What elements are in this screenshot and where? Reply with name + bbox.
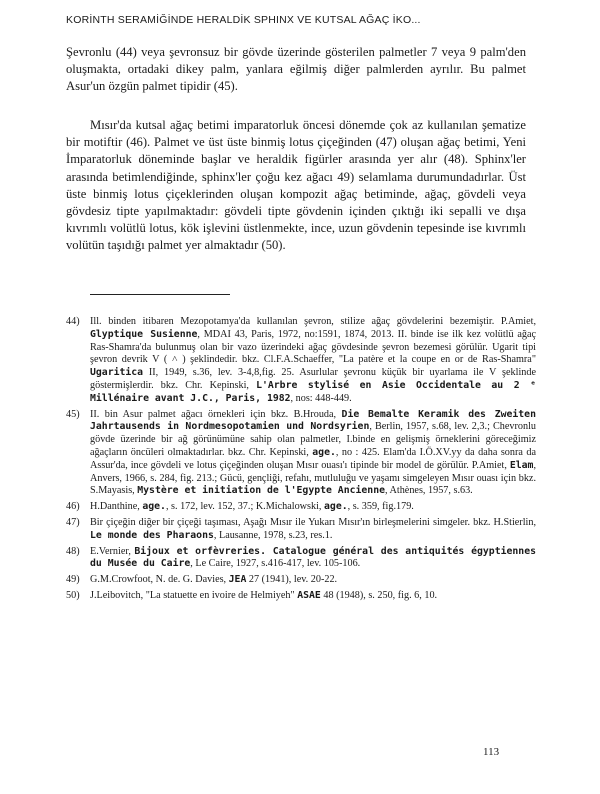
footnote-number: 44) [66,316,80,327]
footnote-number: 46) [66,501,80,513]
footnote [66,546,536,572]
footnote-segment: G.M.Crowfoot, N. de. G. Davies, [90,574,229,586]
footnote [66,501,536,514]
footnote-title: Mystère et initiation de l'Egypte Ancienne [137,485,385,497]
footnote-title: age. [324,501,348,513]
footnote-segment: II. bin Asur palmet ağacı örnekleri için bkz. B.Hrouda, [90,408,342,420]
footnote-segment: Bir çiçeğin diğer bir çiçeği taşıması, Aşağı Mısır ile Yukarı Mısır'ın birleşmelerini simgeler. bkz. H.Stierlin, [90,516,536,528]
footnote-text [90,546,536,572]
footnote-segment: II, 1949, s.36, lev. 3-4,8,fig. 25. Asurlular şevronu küçük bir uyarlama ile V şeklinde göstermişlerdir. bkz. Chr. Kepinski, [90,367,536,391]
footnote-title: Bijoux et orfèvreries. Catalogue général des antiquités égyptiennes du Musée du Caire [90,545,536,570]
footnote [66,409,536,499]
footnote [66,574,536,587]
footnote-segment: H.Danthine, [90,501,143,513]
footnote-text [90,409,536,499]
footnote-segment: , Le Caire, 1927, s.416-417, lev. 105-106. [190,558,361,570]
footnote-title: Glyptique Susienne [90,328,198,340]
footnote [66,316,536,406]
footnotes [66,316,536,606]
footnote-segment: 48 (1948), s. 250, fig. 6, 10. [320,589,438,601]
page-number: 113 [483,746,500,758]
footnote-number: 49) [66,574,80,586]
footnote-title: L'Arbre stylisé en Asie Occidentale au 2 ᵉ Millénaire avant J.C., Paris, 1982 [90,379,536,404]
footnote-text [90,316,536,406]
footnote-segment: , no : 425. Elam'da I.Ö.XV.yy da daha sonra da Assur'da, ince gövdeli ve lotus çiçeğinden oluşan Mısır ouası'ı tipinde bir model de görülür. P.Amiet, [90,446,536,471]
footnote-segment: , Athènes, 1957, s.63. [385,485,473,497]
footnote-number: 50) [66,589,80,601]
footnote-segment: , Anvers, 1966, s. 284, fig. 213.; Gücü, gençliği, refahı, mutluluğu ve yaşamı simgeleyen Mısır ouası için bkz. S.Mayasis, [90,459,536,497]
footnote-segment: , Lausanne, 1978, s.23, res.1. [213,529,333,541]
footnote-text [90,517,536,543]
footnote-title: Ugaritica [90,367,144,379]
running-header: KORİNTH SERAMİĞİNDE HERALDİK SPHINX VE KUTSAL AĞAÇ İKO... [66,14,421,26]
footnote-segment: , s. 359, fig.179. [347,501,414,513]
footnote-number: 47) [66,516,80,528]
footnote-title: age. [312,446,336,458]
footnote [66,517,536,543]
body-paragraph-1: Şevronlu (44) veya şevronsuz bir gövde üzerinde gösterilen palmetler 7 veya 9 palm'den oluşmakta, ortadaki dikey palm, yanlara eğilmiş diğer palmlerden ayrılır. Bu palmet Asur'un özgün palmet tipidir (45). [66,45,526,94]
footnote-title: Le monde des Pharaons [90,529,214,541]
footnote-text [90,590,536,603]
footnote-segment: , Berlin, 1957, s.68, lev. 2,3.; Chevronlu gövde üzerinde bir ağ görünümüne sahip olan palmetler, I.binde en gelişmiş örneklerini göreceğimiz ağaçların öncüleri olmaktadırlar. bkz. Chr. Kepinski, [90,421,536,458]
footnote-segment: , nos: 448-449. [290,392,352,404]
footnote-number: 48) [66,545,80,557]
footnote-title: Die Bemalte Keramik des Zweiten Jahrtausends in Nordmesopotamien und Nordsyrien [90,408,536,433]
footnote [66,590,536,603]
body-paragraph-2: Mısır'da kutsal ağaç betimi imparatorluk öncesi dönemde çok az kullanılan şematize bir motiftir (46). Palmet ve üst üste binmiş lotus çiçeğinden (47) oluşan ağaç betimi, Yeni İmparatorluk döneminde başlar ve heraldik figürler arasında yer alır (48). Sphinx'ler arasında betimlendiğinde, sphinx'ler çoğu kez ağacı 49) selamlama durumundadırlar. Üst üste binmiş lotus çiçeklerinden oluşan kompozit ağaç betiminde, ağaç, gövdeli veya gövdesiz tipte yapılmaktadır: gövdeli tipte gövdenin içinden çıktığı iki sepalli ve dışa kıvrımlı volütlü lotus, kök işlevini üstlenmekte, ince, uzun gövdenin tepesinde ise kıvrımlı volütün taşıdığı palmet yer almaktadır (50). [66,118,526,253]
footnote-title: age. [142,501,166,513]
footnote-separator [90,294,230,295]
footnote-text [90,574,536,587]
footnote-segment: E.Vernier, [90,545,135,557]
footnote-title: JEA [228,574,247,586]
footnote-text [90,501,536,514]
footnote-segment: , MDAI 43, Paris, 1972, no:1591, 1874, 2013. II. binde ise ilk kez volütlü ağaç Ras-Shamra'da bulunmuş olan bir vazo üzerindeki ağaç gövdesinde şevron bezemesi görülür. Ugarit tipi şevron devrik V ( ˄ ) şeklindedir. bkz. Cl.F.A.Schaeffer, "La patère et la coupe en or de Ras-Shamra" [90,328,536,366]
footnote-segment: Ill. binden itibaren Mezopotamya'da kullanılan şevron, stilize ağaç gövdelerini bezemiştir. P.Amiet, [90,316,536,327]
footnote-segment: 27 (1941), lev. 20-22. [246,574,338,586]
footnote-number: 45) [66,408,80,420]
footnote-segment: , s. 172, lev. 152, 37.; K.Michalowski, [165,501,325,513]
footnote-title: Elam [509,459,534,471]
footnote-title: ASAE [297,589,321,601]
footnote-segment: J.Leibovitch, "La statuette en ivoire de Helmiyeh" [90,589,298,601]
